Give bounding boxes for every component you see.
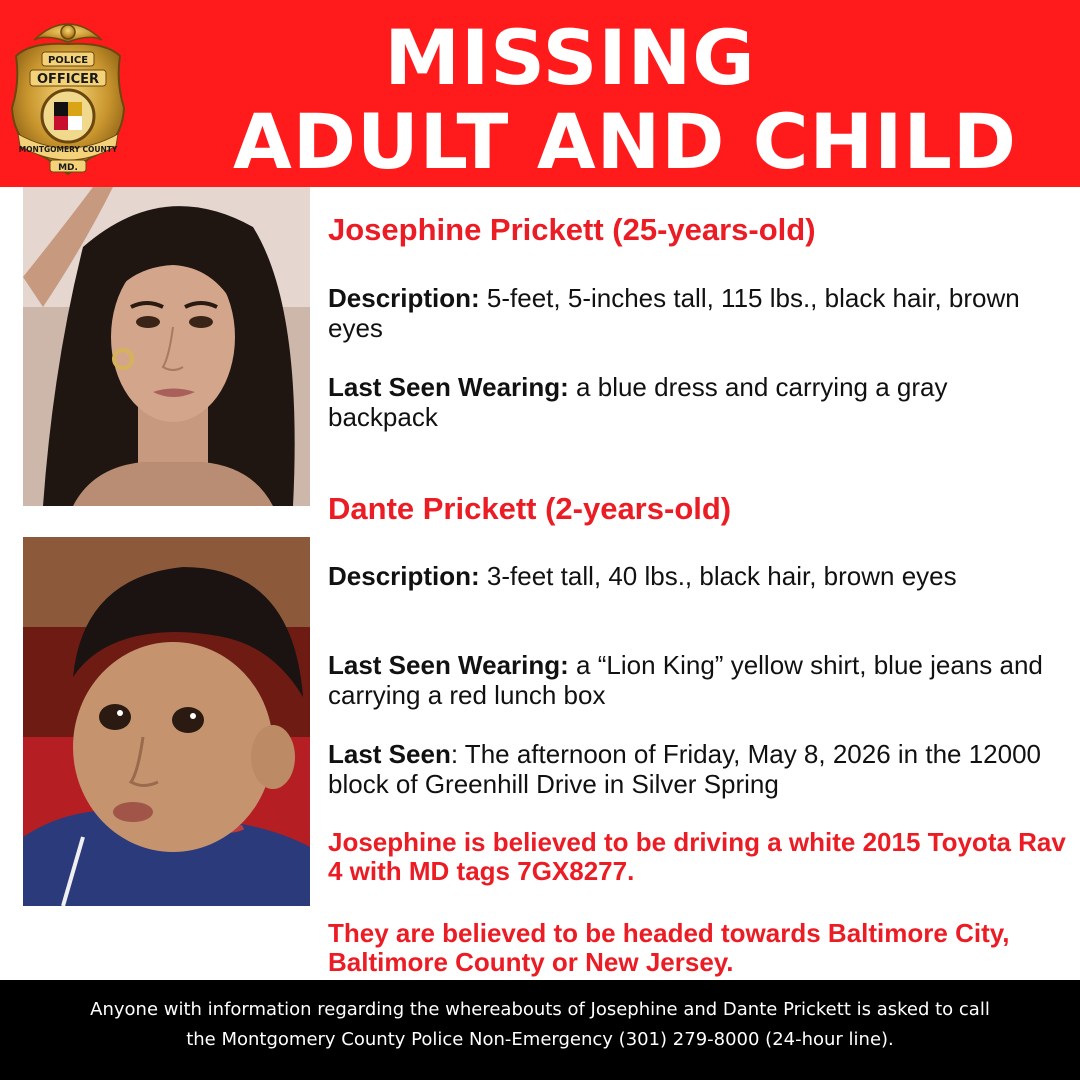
josephine-wearing-value: a blue dress and carrying a gray backpack: [328, 372, 948, 432]
josephine-description-value: 5-feet, 5-inches tall, 115 lbs., black hair, brown eyes: [328, 283, 1020, 343]
svg-text:OFFICER: OFFICER: [36, 72, 100, 87]
destination-alert: They are believed to be headed towards Baltimore City, Baltimore County or New Jersey.: [328, 918, 1010, 977]
vehicle-alert: Josephine is believed to be driving a white 2015 Toyota Rav 4 with MD tags 7GX8277.: [328, 827, 1066, 886]
svg-text:POLICE: POLICE: [47, 55, 89, 66]
title-adult-and-child: ADULT AND CHILD: [233, 97, 1017, 186]
dante-wearing: [328, 650, 1058, 710]
josephine-description-label: Description:: [328, 283, 480, 313]
dante-wearing-label: Last Seen Wearing:: [328, 650, 569, 680]
dante-last-seen-value: : The afternoon of Friday, May 8, 2026 in the 12000 block of Greenhill Drive in Silver Spring: [328, 739, 1042, 799]
dante-wearing-value: a “Lion King” yellow shirt, blue jeans and carrying a red lunch box: [328, 650, 1043, 710]
svg-text:MD.: MD.: [58, 163, 78, 173]
photo-dante: [23, 537, 310, 906]
dante-last-seen: [328, 739, 1058, 799]
footer-contact: [0, 980, 1080, 1080]
portrait-woman-image: [23, 187, 310, 506]
dante-name: Dante Prickett (2-years-old): [328, 491, 732, 526]
dante-description: [328, 561, 1058, 591]
josephine-wearing: [328, 372, 1058, 432]
josephine-description: [328, 283, 1058, 343]
dante-description-value: 3-feet tall, 40 lbs., black hair, brown eyes: [486, 561, 957, 591]
svg-text:MONTGOMERY COUNTY: MONTGOMERY COUNTY: [18, 145, 118, 154]
police-badge-icon: [4, 12, 132, 180]
footer-line-1: Anyone with information regarding the whereabouts of Josephine and Dante Prickett is asked to call: [90, 999, 990, 1020]
title-missing: MISSING: [384, 13, 756, 102]
photo-josephine: [23, 187, 310, 506]
header-banner: [0, 0, 1080, 187]
footer-line-2: the Montgomery County Police Non-Emergency (301) 279-8000 (24-hour line).: [186, 1029, 894, 1050]
dante-last-seen-label: Last Seen: [328, 739, 451, 769]
josephine-name: Josephine Prickett (25-years-old): [328, 212, 816, 247]
josephine-wearing-label: Last Seen Wearing:: [328, 372, 569, 402]
dante-description-label: Description:: [328, 561, 480, 591]
portrait-child-image: [23, 537, 310, 906]
